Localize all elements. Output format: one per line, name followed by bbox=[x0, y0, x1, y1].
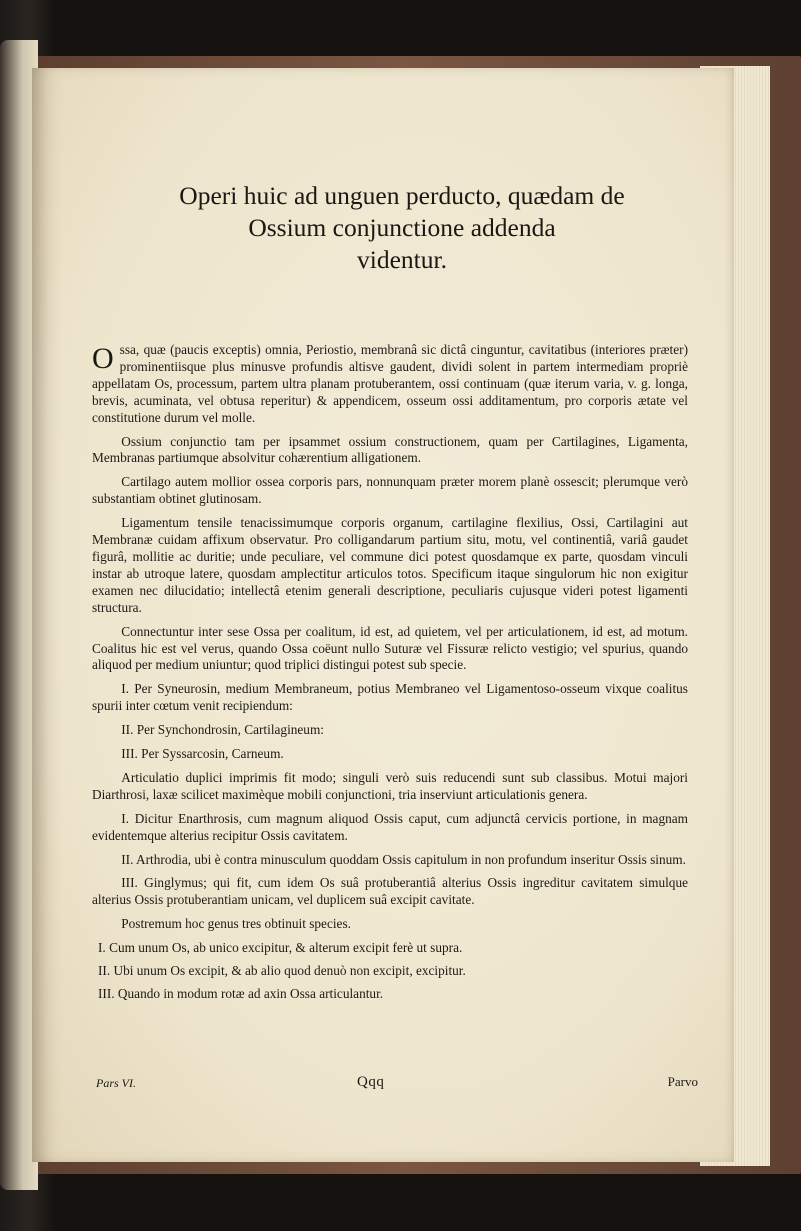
list-item: I. Cum unum Os, ab unico excipitur, & alterum excipit ferè ut supra. bbox=[98, 940, 463, 956]
body-text bbox=[92, 342, 688, 1009]
paragraph: II. Per Synchondrosin, Cartilagineum: bbox=[121, 722, 324, 738]
book-page bbox=[32, 68, 734, 1162]
signature-mark: Qqq bbox=[357, 1074, 385, 1090]
paragraph: II. Arthrodia, ubi è contra minusculum quoddam Ossis capitulum in non profundum inseritur Ossis sinum. bbox=[121, 851, 686, 867]
drop-cap: O bbox=[92, 342, 114, 375]
paragraph: Postremum hoc genus tres obtinuit species. bbox=[121, 916, 351, 932]
paragraph: III. Ginglymus; qui fit, cum idem Os suâ protuberantiâ alterius Ossis ingreditur cavitatem simulque alterius Ossis protuberantiam unicam, vel duplicem suâ excipit cavitate. bbox=[92, 875, 688, 908]
catchword: Parvo bbox=[667, 1074, 698, 1089]
title-line: Ossium conjunctione addenda bbox=[248, 213, 556, 242]
paragraph: Articulatio duplici imprimis fit modo; singuli verò suis reducendi sunt sub classibus. Motui majori Diarthrosi, laxæ scilicet maximèque mobili conjunctioni, tria inserviunt articulationis genera. bbox=[92, 769, 688, 802]
title-line: Operi huic ad unguen perducto, quædam de bbox=[179, 181, 625, 210]
list-item: III. Quando in modum rotæ ad axin Ossa articulantur. bbox=[98, 986, 384, 1001]
title-line: videntur. bbox=[357, 245, 447, 274]
list-item: II. Ubi unum Os excipit, & ab alio quod denuò non excipit, excipitur. bbox=[98, 963, 466, 979]
paragraph: I. Per Syneurosin, medium Membraneum, potius Membraneo vel Ligamentoso-osseum vixque coalitus spurii inter cœtum venit recipiendum: bbox=[92, 681, 688, 714]
paragraph: Connectuntur inter sese Ossa per coalitum, id est, ad quietem, vel per articulationem, id est, ad motum. Coalitus hic est vel verus, quando Ossa coëunt nullo Suturæ vel Fissuræ relicto vestigio; vel spurius, quando aliquod per medium uniuntur; quod triplici distingui potest sub specie. bbox=[92, 623, 688, 673]
page-footer bbox=[92, 1074, 698, 1094]
paragraph: I. Dicitur Enarthrosis, cum magnum aliquod Ossis caput, cum adjunctâ cervicis portione, in magnam evidentemque alterius recipitur Ossis cavitatem. bbox=[92, 810, 688, 843]
paragraph: Ligamentum tensile tenacissimumque corporis organum, cartilagine flexilius, Ossi, Cartilagini aut Membranæ cuidam affixum observatur. Pro colligandarum partium situ, motu, vel continentiâ, variâ gaudet figurâ, mollitie ac duritie; unde peculiare, vel commune dici potest quosdamque ex parte, quosdam vinculi instar ab utroque latere, quosdam amplectitur articulos totos. Specificum itaque singulorum hic non exigitur examen nec dilucidatio; intellectâ etenim generali descriptione, peculiaris cujusque videri potest ligamenti structura. bbox=[92, 515, 688, 615]
paragraph bbox=[92, 342, 688, 427]
part-label: Pars VI. bbox=[96, 1076, 136, 1090]
paragraph: Cartilago autem mollior ossea corporis pars, nonnunquam præter morem planè ossescit; plerumque verò substantiam obtinet glutinosam. bbox=[92, 474, 688, 507]
paragraph-text: ssa, quæ (paucis exceptis) omnia, Periostio, membranâ sic dictâ cinguntur, cavitatibus (interiores præter) prominentiisque plus minusve profundis altisve gaudent, dividi solent in partem intermediam propriè appellatam Os, processum, partem ultra planam protuberantem, ossi continuam (quæ iterum varia, v. g. longa, brevis, acuminata, vel obtusa reperitur) & appendicem, osseum ossi additamentum, pro corporis ætate vel constitutione durum vel molle. bbox=[92, 342, 688, 425]
paragraph: III. Per Syssarcosin, Carneum. bbox=[121, 746, 284, 762]
paragraph: Ossium conjunctio tam per ipsammet ossium constructionem, quam per Cartilagines, Ligamenta, Membranas partiumque absolvitur cohærentium alligationem. bbox=[92, 433, 688, 466]
page-title bbox=[92, 180, 712, 276]
